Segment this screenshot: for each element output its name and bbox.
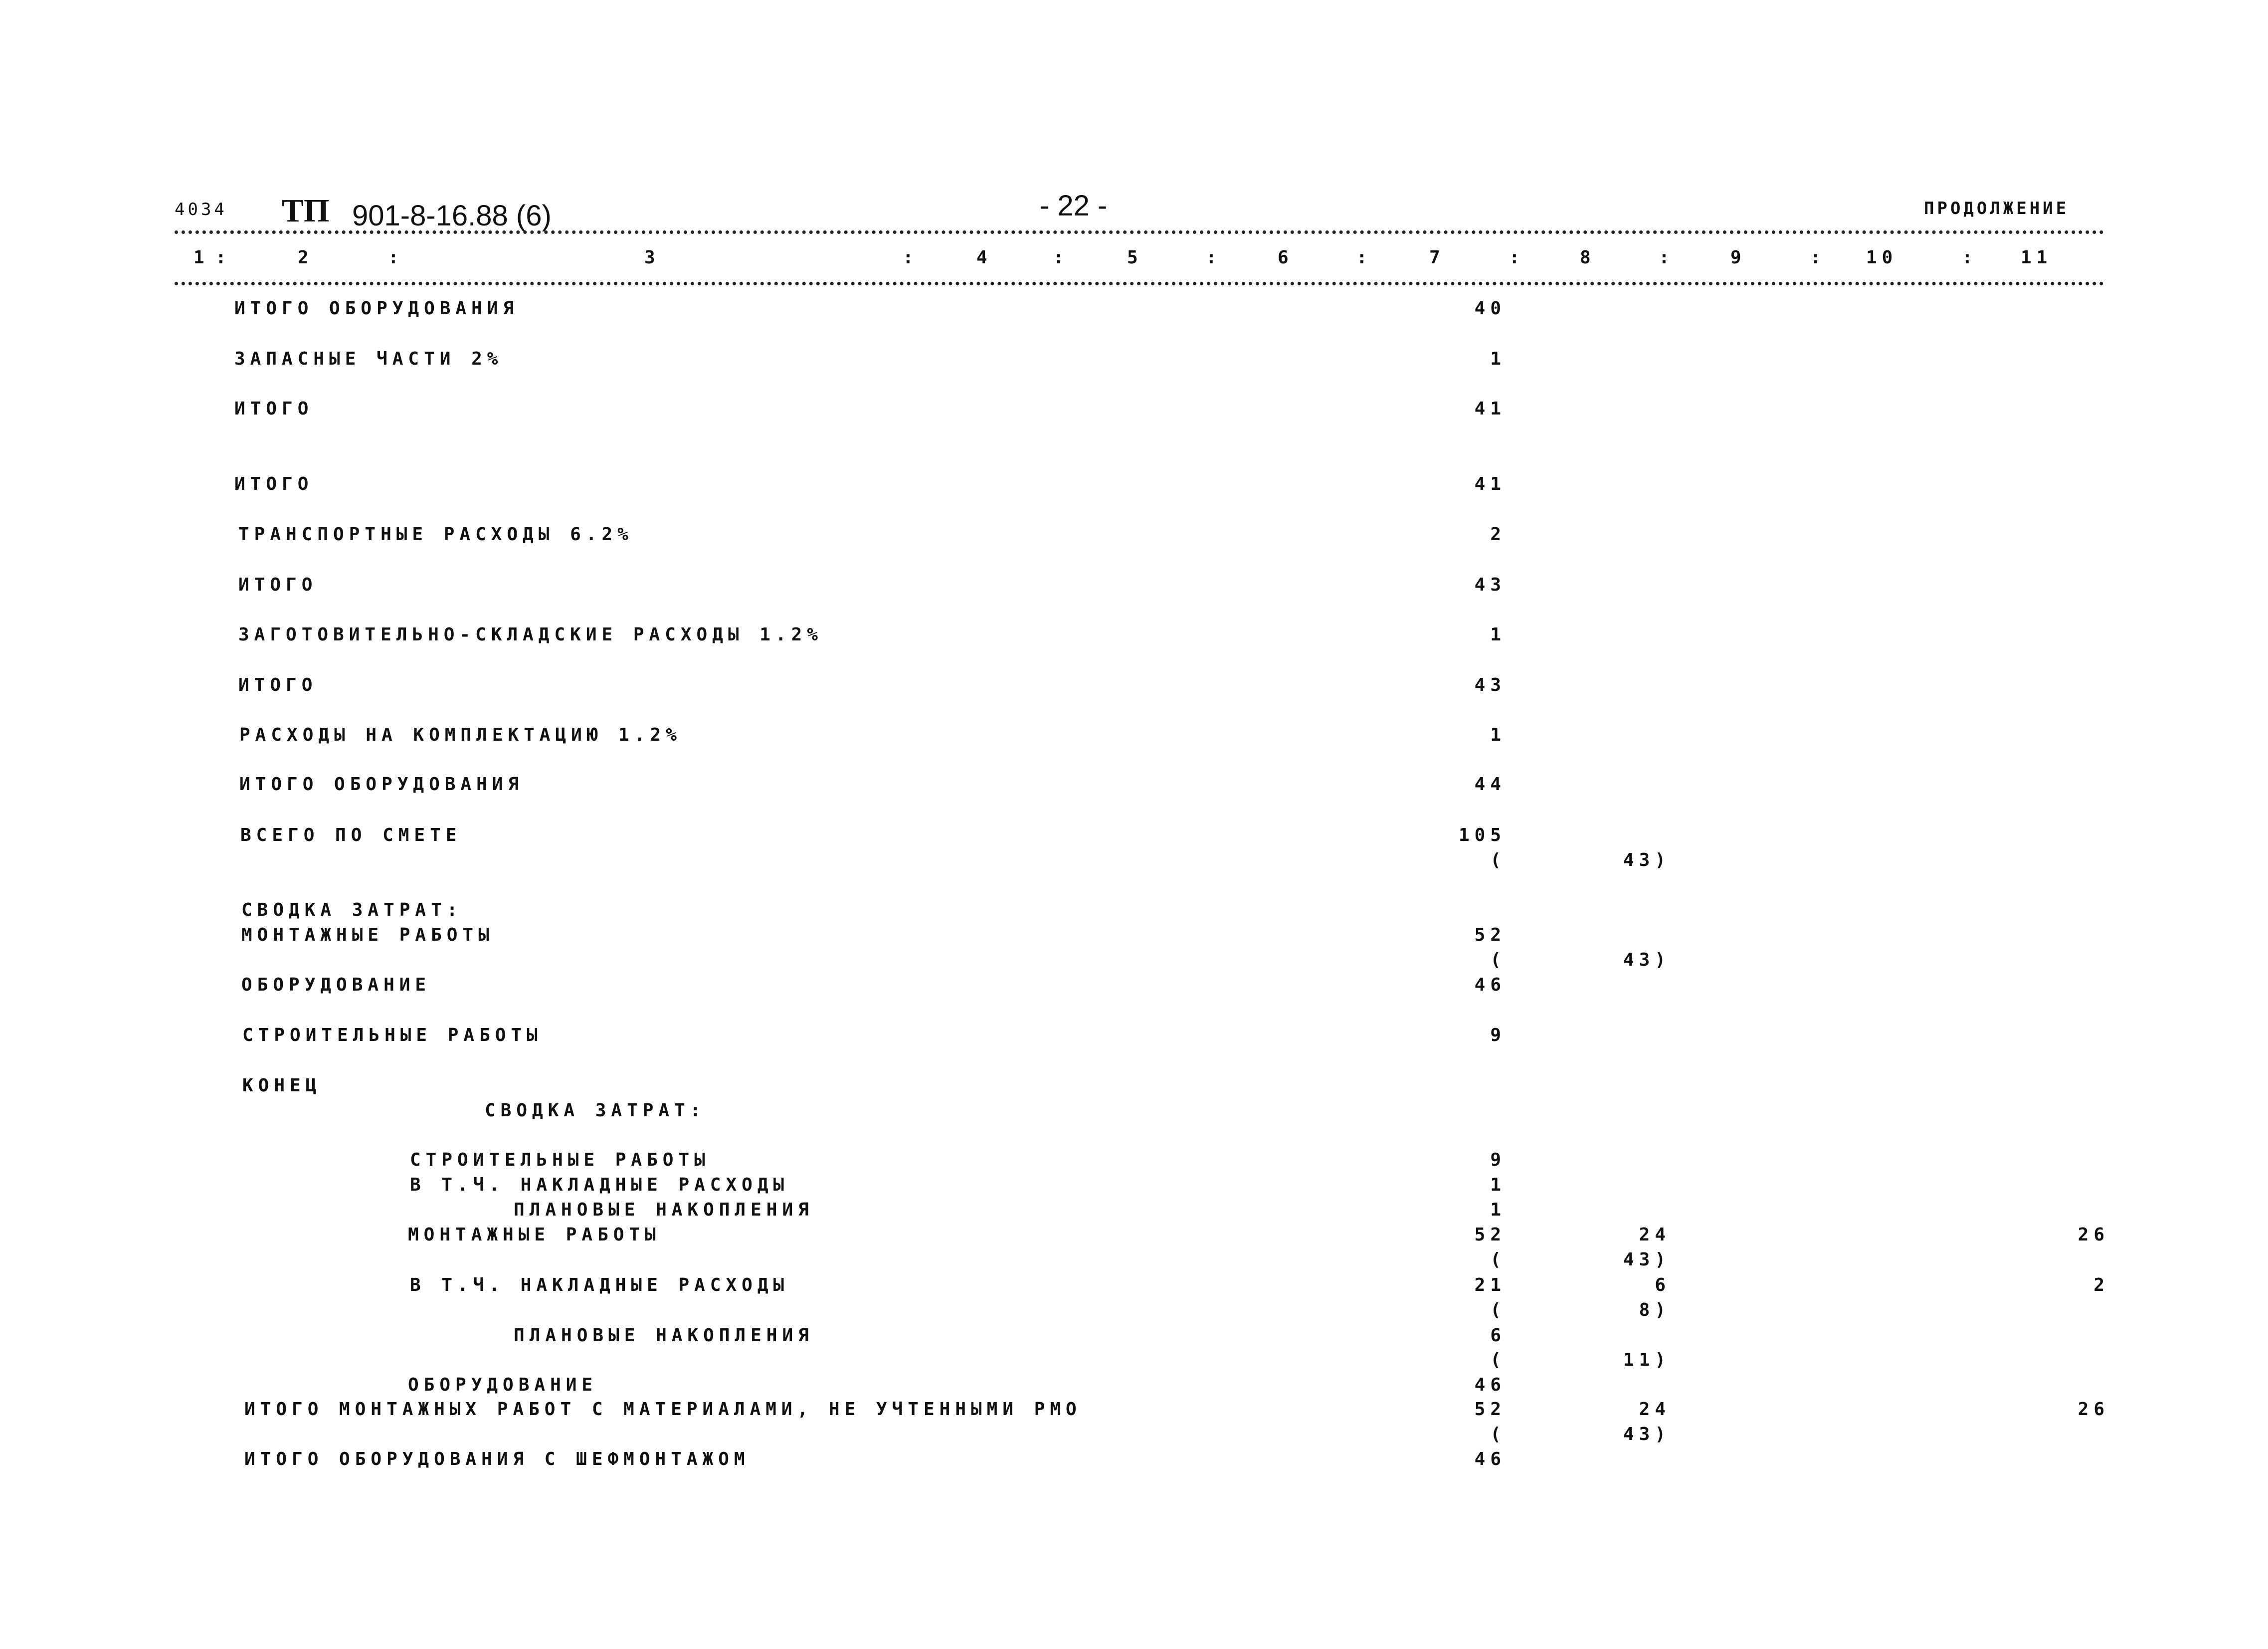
col7-value: 40: [1474, 298, 1506, 319]
col8-value: 24: [1639, 1399, 1671, 1420]
column-number: 3: [644, 247, 660, 268]
line-text: СВОДКА ЗАТРАТ:: [241, 900, 463, 920]
line-text: МОНТАЖНЫЕ РАБОТЫ: [408, 1225, 661, 1245]
col8-value: 43): [1623, 850, 1671, 870]
line-text: МОНТАЖНЫЕ РАБОТЫ: [241, 925, 494, 945]
col7-value: 43: [1474, 675, 1506, 695]
column-separator: :: [1356, 247, 1372, 268]
column-separator: :: [1810, 247, 1826, 268]
col7-value: 1: [1490, 725, 1506, 745]
col7-value: 1: [1490, 1175, 1506, 1195]
line-text: ЗАГОТОВИТЕЛЬНО-СКЛАДСКИЕ РАСХОДЫ 1.2%: [238, 624, 823, 645]
col7-value: 1: [1490, 624, 1506, 645]
col8-value: 43): [1623, 1424, 1671, 1444]
col11-value: 26: [2078, 1225, 2109, 1245]
col7-paren: (: [1490, 850, 1506, 870]
header-top-rule: [175, 230, 2104, 234]
column-number: 2: [298, 247, 314, 268]
page-number: - 22 -: [1040, 190, 1108, 222]
line-text: РАСХОДЫ НА КОМПЛЕКТАЦИЮ 1.2%: [239, 725, 682, 745]
line-text: КОНЕЦ: [242, 1075, 322, 1096]
line-text: ОБОРУДОВАНИЕ: [241, 975, 431, 995]
col7-paren: (: [1490, 1424, 1506, 1444]
col7-value: 2: [1490, 524, 1506, 545]
col8-value: 6: [1655, 1275, 1671, 1295]
line-text: ИТОГО МОНТАЖНЫХ РАБОТ С МАТЕРИАЛАМИ, НЕ УЧТЕННЫМИ РМО: [244, 1399, 1082, 1420]
column-separator: :: [388, 247, 404, 268]
col7-value: 43: [1474, 575, 1506, 595]
line-text: СТРОИТЕЛЬНЫЕ РАБОТЫ: [410, 1150, 710, 1170]
column-separator: :: [1206, 247, 1222, 268]
col7-value: 105: [1458, 825, 1506, 845]
col7-value: 52: [1474, 1225, 1506, 1245]
line-text: В Т.Ч. НАКЛАДНЫЕ РАСХОДЫ: [410, 1275, 789, 1295]
col11-value: 26: [2078, 1399, 2109, 1420]
column-number: 4: [976, 247, 992, 268]
line-text: ИТОГО ОБОРУДОВАНИЯ С ШЕФМОНТАЖОМ: [244, 1449, 750, 1469]
col7-value: 1: [1490, 349, 1506, 369]
stamp-label: ТП: [282, 193, 330, 229]
project-number: 901-8-16.88 (6): [352, 200, 552, 232]
col8-value: 11): [1623, 1350, 1671, 1370]
col7-value: 21: [1474, 1275, 1506, 1295]
col7-value: 52: [1474, 1399, 1506, 1420]
line-text: ПЛАНОВЫЕ НАКОПЛЕНИЯ: [514, 1200, 814, 1220]
col7-value: 41: [1474, 474, 1506, 494]
column-number: 7: [1429, 247, 1445, 268]
col7-value: 44: [1474, 774, 1506, 795]
line-text: ИТОГО: [238, 675, 318, 695]
column-number: 5: [1127, 247, 1143, 268]
col7-value: 9: [1490, 1025, 1506, 1045]
line-text: СВОДКА ЗАТРАТ:: [485, 1100, 706, 1121]
column-number: 6: [1278, 247, 1294, 268]
column-separator: :: [1962, 247, 1978, 268]
col7-value: 1: [1490, 1200, 1506, 1220]
line-text: ПЛАНОВЫЕ НАКОПЛЕНИЯ: [514, 1325, 814, 1346]
column-separator: :: [1659, 247, 1675, 268]
col7-value: 46: [1474, 975, 1506, 995]
col7-value: 52: [1474, 925, 1506, 945]
column-separator: :: [215, 247, 231, 268]
col7-value: 9: [1490, 1150, 1506, 1170]
line-text: ИТОГО: [238, 575, 318, 595]
line-text: ВСЕГО ПО СМЕТЕ: [240, 825, 462, 845]
col7-value: 6: [1490, 1325, 1506, 1346]
col7-value: 46: [1474, 1449, 1506, 1469]
line-text: ИТОГО: [234, 474, 314, 494]
col8-value: 43): [1623, 950, 1671, 970]
column-number: 11: [2021, 247, 2053, 268]
col8-value: 24: [1639, 1225, 1671, 1245]
col7-paren: (: [1490, 1249, 1506, 1270]
line-text: ИТОГО: [234, 399, 314, 419]
column-number: 10: [1866, 247, 1898, 268]
column-number: 9: [1730, 247, 1746, 268]
column-separator: :: [1053, 247, 1069, 268]
header-bottom-rule: [175, 282, 2104, 285]
line-text: ИТОГО ОБОРУДОВАНИЯ: [234, 298, 519, 319]
line-text: СТРОИТЕЛЬНЫЕ РАБОТЫ: [242, 1025, 543, 1045]
col7-value: 46: [1474, 1375, 1506, 1395]
column-separator: :: [903, 247, 919, 268]
col7-paren: (: [1490, 1300, 1506, 1320]
column-number: 8: [1580, 247, 1596, 268]
line-text: ИТОГО ОБОРУДОВАНИЯ: [239, 774, 524, 795]
col8-value: 43): [1623, 1249, 1671, 1270]
col8-value: 8): [1639, 1300, 1671, 1320]
document-code: 4034: [175, 200, 227, 219]
line-text: В Т.Ч. НАКЛАДНЫЕ РАСХОДЫ: [410, 1175, 789, 1195]
column-separator: :: [1509, 247, 1525, 268]
line-text: ОБОРУДОВАНИЕ: [408, 1375, 598, 1395]
continuation-label: ПРОДОЛЖЕНИЕ: [1924, 199, 2070, 218]
line-text: ЗАПАСНЫЕ ЧАСТИ 2%: [234, 349, 503, 369]
col7-paren: (: [1490, 950, 1506, 970]
line-text: ТРАНСПОРТНЫЕ РАСХОДЫ 6.2%: [238, 524, 633, 545]
col7-paren: (: [1490, 1350, 1506, 1370]
column-number: 1: [193, 247, 209, 268]
col7-value: 41: [1474, 399, 1506, 419]
col11-value: 2: [2093, 1275, 2109, 1295]
